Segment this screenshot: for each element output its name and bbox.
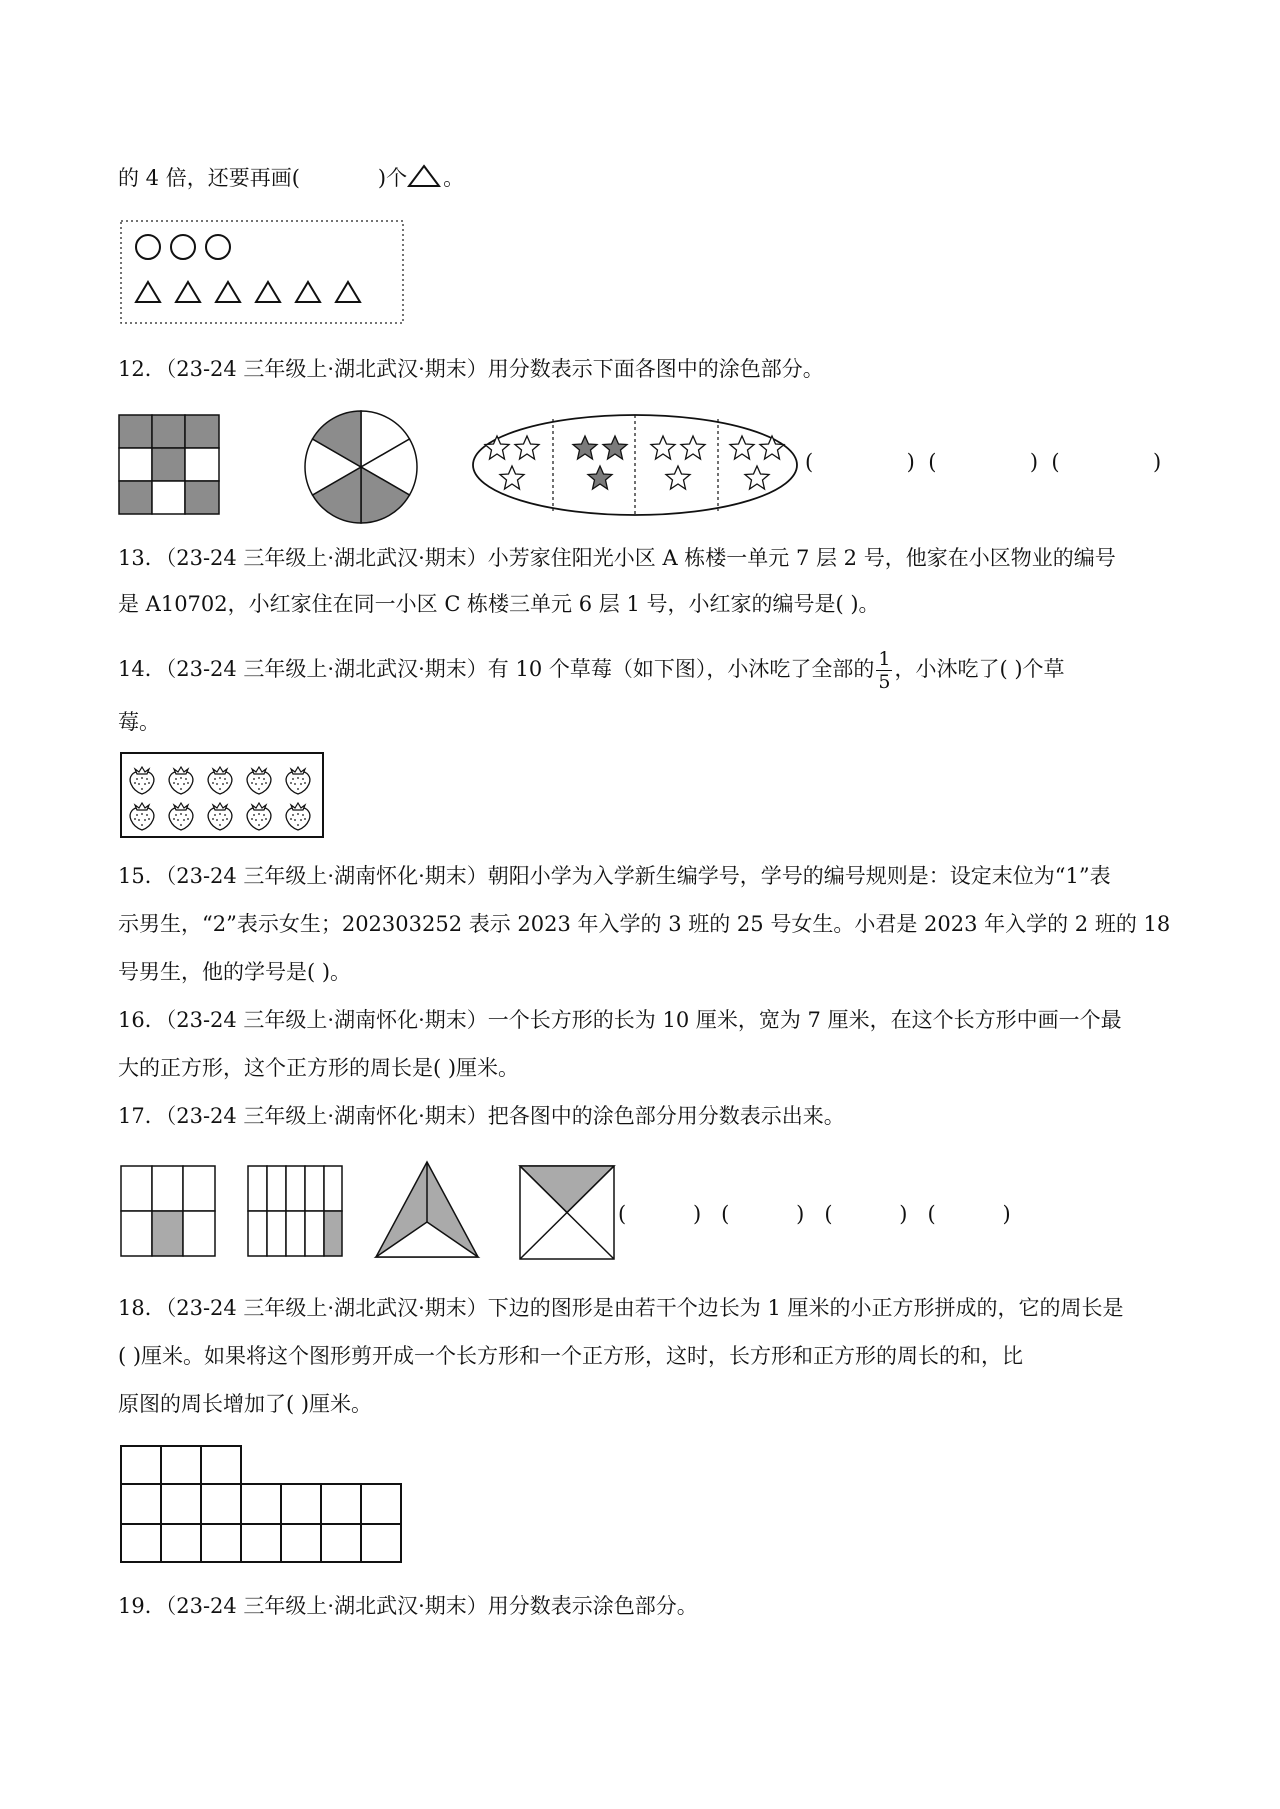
q16-line2: 大的正方形，这个正方形的周长是( )厘米。 — [118, 1056, 520, 1080]
q14-line2: 莓。 — [118, 710, 160, 734]
q16-line1: 16．（23-24 三年级上·湖南怀化·期末）一个长方形的长为 10 厘米，宽为 7 厘米，在这个长方形中画一个最 — [118, 1008, 1122, 1032]
triangle-shape — [216, 282, 240, 302]
triangle-icon — [407, 164, 443, 186]
q17-triangle — [372, 1160, 482, 1260]
q12-stars-ellipse — [470, 412, 805, 522]
circle-shape — [136, 235, 160, 259]
triangle-shape — [336, 282, 360, 302]
q14-line1 — [118, 648, 1065, 693]
q14-fraction — [876, 648, 892, 693]
q17-answer-blanks[interactable]: ( ) ( ) ( ) ( ) — [618, 1202, 1011, 1226]
q11-figure — [120, 220, 405, 325]
q15-line1: 15．（23-24 三年级上·湖南怀化·期末）朝阳小学为入学新生编学号，学号的编号规则是：设定末位为“1”表 — [118, 864, 1111, 888]
q17-grid-ten — [248, 1166, 344, 1258]
q17-square-cross — [520, 1166, 616, 1261]
q17-question: 17．（23-24 三年级上·湖南怀化·期末）把各图中的涂色部分用分数表示出来。 — [118, 1104, 845, 1128]
q18-line2: ( )厘米。如果将这个图形剪开成一个长方形和一个正方形，这时，长方形和正方形的周长的和，比 — [118, 1344, 1024, 1368]
dotted-frame — [121, 221, 403, 323]
fraction-numerator: 1 — [878, 648, 891, 670]
q18-line3: 原图的周长增加了( )厘米。 — [118, 1392, 373, 1416]
q18-square-figure — [121, 1446, 406, 1566]
q19-question: 19．（23-24 三年级上·湖北武汉·期末）用分数表示涂色部分。 — [118, 1594, 698, 1618]
circle-shape — [206, 235, 230, 259]
triangle-shape — [136, 282, 160, 302]
q14-text-a: 14．（23-24 三年级上·湖北武汉·期末）有 10 个草莓（如下图），小沐吃了全部的 — [118, 657, 875, 681]
q15-line2: 示男生，“2”表示女生；202303252 表示 2023 年入学的 3 班的 25 号女生。小君是 2023 年入学的 2 班的 18 — [118, 912, 1171, 936]
q12-question: 12．（23-24 三年级上·湖北武汉·期末）用分数表示下面各图中的涂色部分。 — [118, 357, 824, 381]
q13-line2: 是 A10702，小红家住在同一小区 C 栋楼三单元 6 层 1 号，小红家的编号是( )。 — [118, 592, 880, 616]
q11-text-a: 的 4 倍，还要再画( — [118, 166, 300, 190]
q12-checker-grid — [119, 415, 221, 515]
q12-answer-blanks[interactable]: ( ) ( ) ( ) — [805, 450, 1162, 474]
q11-text-b: )个 — [377, 166, 408, 190]
q15-line3: 号男生，他的学号是( )。 — [118, 960, 352, 984]
fraction-denominator: 5 — [878, 671, 891, 693]
q13-line1: 13．（23-24 三年级上·湖北武汉·期末）小芳家住阳光小区 A 栋楼一单元 7 层 2 号，他家在小区物业的编号 — [118, 546, 1116, 570]
triangle-shape — [296, 282, 320, 302]
strawberry-icon — [130, 767, 310, 830]
triangle-shape — [256, 282, 280, 302]
q18-line1: 18．（23-24 三年级上·湖北武汉·期末）下边的图形是由若干个边长为 1 厘米的小正方形拼成的，它的周长是 — [118, 1296, 1124, 1320]
q11-line — [118, 164, 464, 192]
q11-text-c: 。 — [443, 166, 465, 190]
triangle-shape — [176, 282, 200, 302]
q17-grid-six — [121, 1166, 217, 1258]
q12-pie-circle — [303, 409, 423, 529]
circle-shape — [171, 235, 195, 259]
q14-text-b: ，小沐吃了( )个草 — [894, 657, 1065, 681]
q14-strawberry-box — [120, 752, 325, 840]
